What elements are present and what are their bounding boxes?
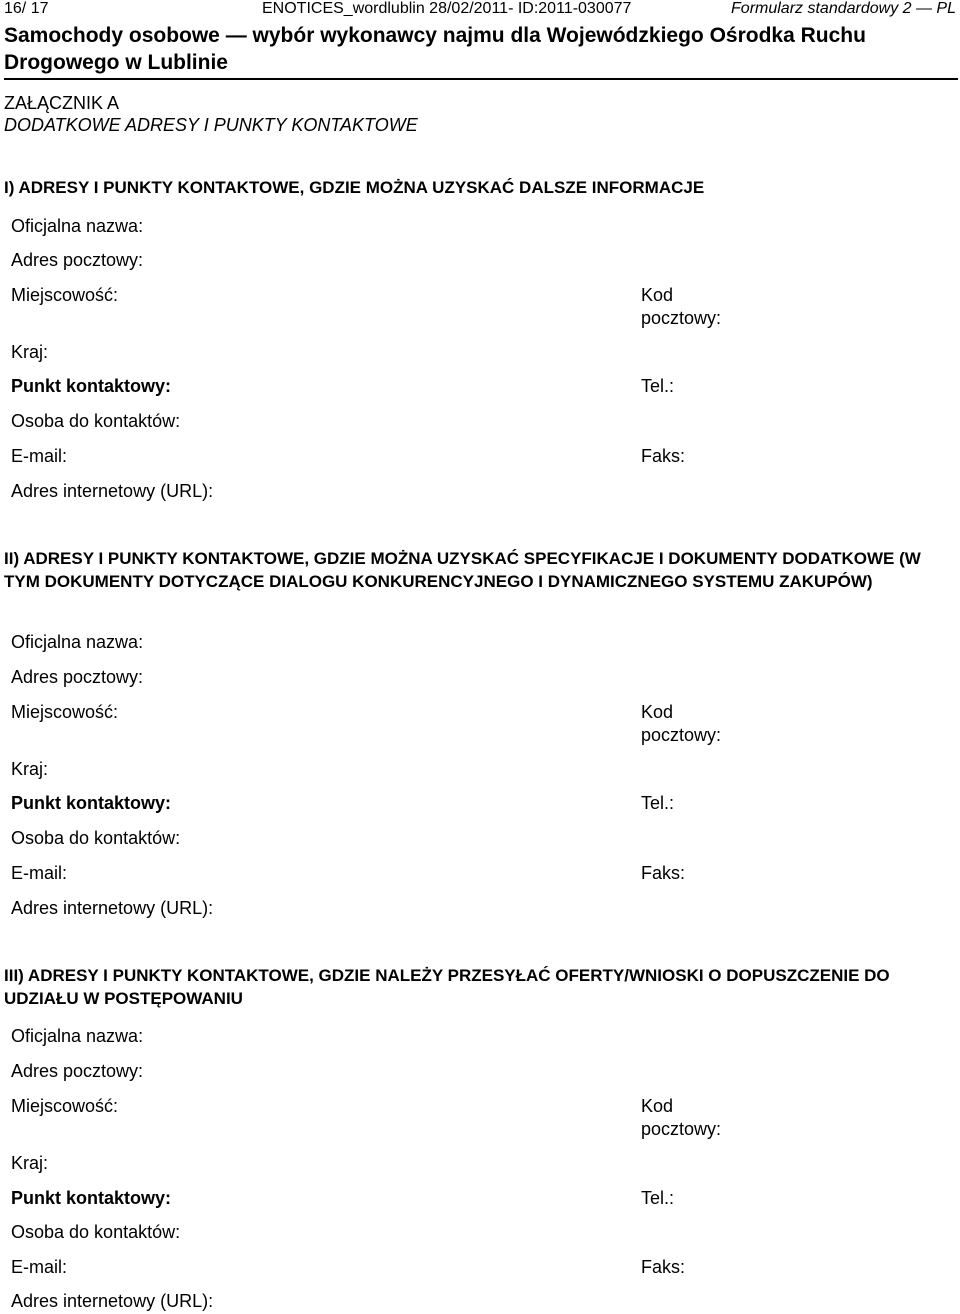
fax-label: Faks:: [641, 1257, 686, 1277]
contact-point-label: Punkt kontaktowy:: [11, 1188, 172, 1208]
fax-label: Faks:: [641, 863, 686, 883]
postal-code-label-line2: pocztowy:: [641, 725, 722, 745]
postal-code-label-line2: pocztowy:: [641, 308, 722, 328]
contact-person-label: Osoba do kontaktów:: [11, 411, 181, 431]
town-label: Miejscowość:: [11, 702, 119, 722]
town-label: Miejscowość:: [11, 1096, 119, 1116]
postal-code-label-line1: Kod: [641, 1096, 674, 1116]
page-number: 16/ 17: [4, 0, 49, 17]
title-divider: [4, 78, 958, 80]
postal-code-label: [641, 1095, 721, 1141]
postal-address-label: Adres pocztowy:: [11, 667, 144, 687]
tel-label: Tel.:: [641, 376, 675, 396]
official-name-label: Oficjalna nazwa:: [11, 1026, 144, 1046]
country-label: Kraj:: [11, 759, 49, 779]
section-2-title: II) ADRESY I PUNKTY KONTAKTOWE, GDZIE MOŻNA UZYSKAĆ SPECYFIKACJE I DOKUMENTY DODATKOWE (W TYM DOKUMENTY DOTYCZĄCE DIALOGU KONKURENCYJNEGO I DYNAMICZNEGO SYSTEMU ZAKUPÓW): [4, 549, 921, 591]
town-label: Miejscowość:: [11, 285, 119, 305]
contact-point-label: Punkt kontaktowy:: [11, 376, 172, 396]
official-name-label: Oficjalna nazwa:: [11, 632, 144, 652]
official-name-label: Oficjalna nazwa:: [11, 216, 144, 236]
email-label: E-mail:: [11, 1257, 68, 1277]
document-id: ENOTICES_wordlublin 28/02/2011- ID:2011-030077: [262, 0, 632, 17]
url-label: Adres internetowy (URL):: [11, 1291, 214, 1311]
annex-subtitle: DODATKOWE ADRESY I PUNKTY KONTAKTOWE: [4, 115, 418, 135]
url-label: Adres internetowy (URL):: [11, 898, 214, 918]
postal-code-label-line2: pocztowy:: [641, 1119, 722, 1139]
section-3-title: III) ADRESY I PUNKTY KONTAKTOWE, GDZIE NALEŻY PRZESYŁAĆ OFERTY/WNIOSKI O DOPUSZCZENIE DO UDZIAŁU W POSTĘPOWANIU: [4, 966, 890, 1008]
postal-code-label: [641, 701, 721, 747]
annex-title: ZAŁĄCZNIK A: [4, 93, 120, 113]
contact-person-label: Osoba do kontaktów:: [11, 828, 181, 848]
section-1-title: I) ADRESY I PUNKTY KONTAKTOWE, GDZIE MOŻNA UZYSKAĆ DALSZE INFORMACJE: [4, 178, 705, 197]
postal-code-label: [641, 284, 721, 330]
fax-label: Faks:: [641, 446, 686, 466]
postal-address-label: Adres pocztowy:: [11, 1061, 144, 1081]
document-title: Samochody osobowe — wybór wykonawcy najmu dla Wojewódzkiego Ośrodka Ruchu Drogowego w Lublinie: [4, 24, 866, 74]
country-label: Kraj:: [11, 342, 49, 362]
email-label: E-mail:: [11, 446, 68, 466]
form-name: Formularz standardowy 2 — PL: [731, 0, 956, 17]
email-label: E-mail:: [11, 863, 68, 883]
tel-label: Tel.:: [641, 1188, 675, 1208]
contact-point-label: Punkt kontaktowy:: [11, 793, 172, 813]
postal-code-label-line1: Kod: [641, 702, 674, 722]
postal-code-label-line1: Kod: [641, 285, 674, 305]
url-label: Adres internetowy (URL):: [11, 481, 214, 501]
contact-person-label: Osoba do kontaktów:: [11, 1222, 181, 1242]
country-label: Kraj:: [11, 1153, 49, 1173]
postal-address-label: Adres pocztowy:: [11, 250, 144, 270]
tel-label: Tel.:: [641, 793, 675, 813]
